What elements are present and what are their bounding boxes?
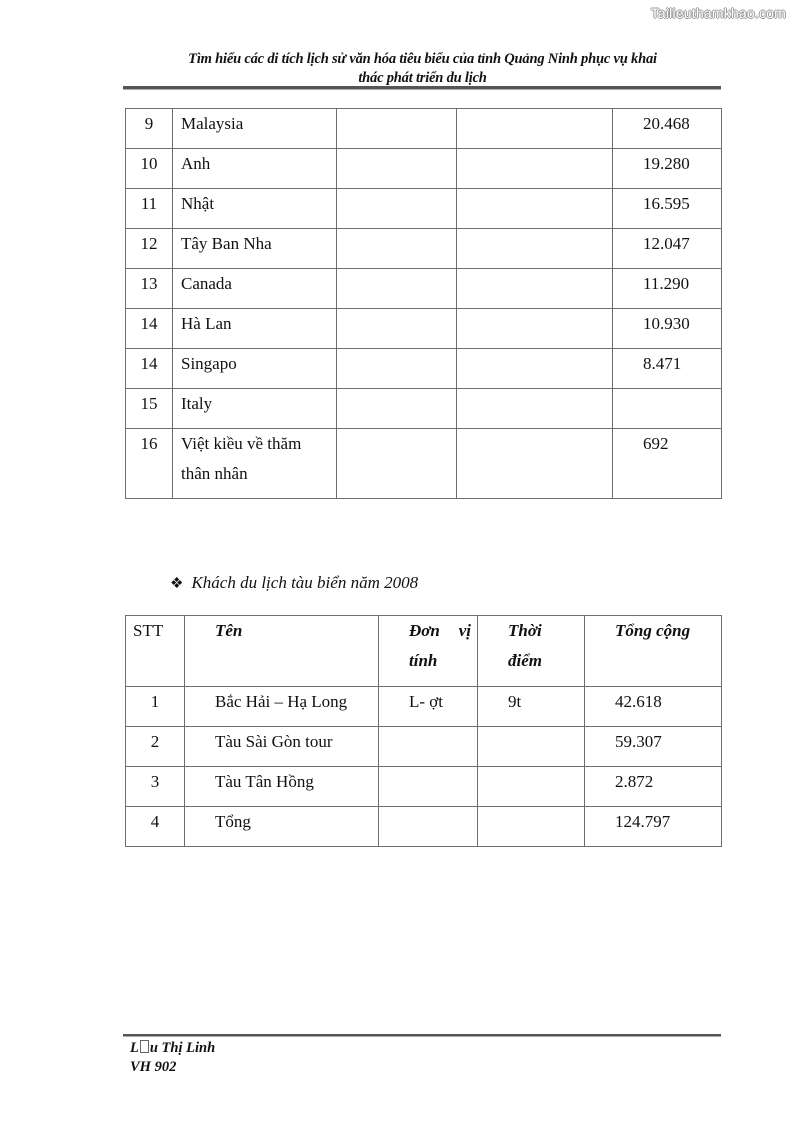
cell-col4 bbox=[457, 309, 613, 349]
footer-author bbox=[130, 1039, 215, 1058]
header-unit-word-1: Đơn bbox=[409, 621, 440, 640]
cell-col4 bbox=[457, 109, 613, 149]
cell-unit bbox=[379, 807, 478, 847]
cell-col3 bbox=[337, 109, 457, 149]
table-row bbox=[126, 349, 722, 389]
header-time-line-1: Thời bbox=[508, 621, 542, 640]
cell-total: 42.618 bbox=[585, 687, 722, 727]
table-row bbox=[126, 429, 722, 499]
cell-name bbox=[173, 429, 337, 499]
cell-total: 20.468 bbox=[613, 109, 722, 149]
cell-total: 8.471 bbox=[613, 349, 722, 389]
cell-stt: 2 bbox=[126, 727, 185, 767]
cell-col4 bbox=[457, 429, 613, 499]
cell-stt: 15 bbox=[126, 389, 173, 429]
cell-stt: 10 bbox=[126, 149, 173, 189]
header-name: Tên bbox=[185, 616, 379, 687]
cell-total: 59.307 bbox=[585, 727, 722, 767]
cell-name: Singapo bbox=[173, 349, 337, 389]
footer-author-rest: u Thị Linh bbox=[149, 1040, 216, 1056]
cell-col4 bbox=[457, 269, 613, 309]
table-header-row bbox=[126, 616, 722, 687]
cell-col4 bbox=[457, 389, 613, 429]
cell-name: Nhật bbox=[173, 189, 337, 229]
cell-stt: 9 bbox=[126, 109, 173, 149]
cell-time bbox=[478, 767, 585, 807]
cell-stt: 4 bbox=[126, 807, 185, 847]
cell-name-line-1: Việt kiều về thăm bbox=[181, 434, 302, 453]
header-title-line-1: Tìm hiểu các di tích lịch sử văn hóa tiêu biểu của tỉnh Quảng Ninh phục vụ khai bbox=[188, 51, 657, 67]
cell-name: Tây Ban Nha bbox=[173, 229, 337, 269]
table-row bbox=[126, 149, 722, 189]
page-footer bbox=[130, 1039, 215, 1077]
cell-name: Canada bbox=[173, 269, 337, 309]
table-row bbox=[126, 807, 722, 847]
cell-time: 9t bbox=[478, 687, 585, 727]
cell-name: Anh bbox=[173, 149, 337, 189]
cell-name: Bắc Hải – Hạ Long bbox=[185, 687, 379, 727]
footer-author-initial: L bbox=[130, 1040, 139, 1056]
header-stt: STT bbox=[126, 616, 185, 687]
cell-name: Malaysia bbox=[173, 109, 337, 149]
diamond-bullet-icon: ❖ bbox=[170, 576, 184, 592]
cell-stt: 13 bbox=[126, 269, 173, 309]
cell-col3 bbox=[337, 189, 457, 229]
cruise-visitors-table bbox=[125, 615, 722, 847]
table-row bbox=[126, 389, 722, 429]
cell-name-line-2: thân nhân bbox=[181, 464, 248, 483]
cell-name: Tàu Sài Gòn tour bbox=[185, 727, 379, 767]
cell-stt: 3 bbox=[126, 767, 185, 807]
cell-name: Tổng bbox=[185, 807, 379, 847]
cell-col3 bbox=[337, 229, 457, 269]
cell-col4 bbox=[457, 229, 613, 269]
cell-col3 bbox=[337, 269, 457, 309]
header-unit-word-2: vị bbox=[458, 621, 471, 640]
header-time bbox=[478, 616, 585, 687]
table-row bbox=[126, 229, 722, 269]
footer-class: VH 902 bbox=[130, 1059, 177, 1075]
header-time-line-2: điểm bbox=[508, 651, 542, 670]
cell-total bbox=[613, 389, 722, 429]
visitors-by-country-table bbox=[125, 108, 722, 499]
table-row bbox=[126, 687, 722, 727]
missing-glyph-icon bbox=[140, 1040, 149, 1053]
cell-stt: 11 bbox=[126, 189, 173, 229]
cell-total: 692 bbox=[613, 429, 722, 499]
cell-col3 bbox=[337, 149, 457, 189]
cell-name: Italy bbox=[173, 389, 337, 429]
cell-stt: 14 bbox=[126, 309, 173, 349]
cell-name: Tàu Tân Hồng bbox=[185, 767, 379, 807]
header-divider bbox=[123, 86, 721, 89]
watermark: Tailieuthamkhao.com bbox=[650, 5, 786, 21]
footer-divider bbox=[123, 1034, 721, 1036]
header-unit-line-2: tính bbox=[409, 651, 438, 670]
header-unit bbox=[379, 616, 478, 687]
page-header-title bbox=[125, 50, 720, 88]
cell-total: 16.595 bbox=[613, 189, 722, 229]
cell-unit bbox=[379, 767, 478, 807]
cell-total: 12.047 bbox=[613, 229, 722, 269]
cell-col4 bbox=[457, 149, 613, 189]
cell-total: 10.930 bbox=[613, 309, 722, 349]
table-row bbox=[126, 189, 722, 229]
cell-col4 bbox=[457, 349, 613, 389]
cell-stt: 12 bbox=[126, 229, 173, 269]
section-heading bbox=[170, 573, 418, 593]
cell-col3 bbox=[337, 389, 457, 429]
cell-col3 bbox=[337, 349, 457, 389]
table-row bbox=[126, 727, 722, 767]
cell-time bbox=[478, 807, 585, 847]
table-row bbox=[126, 767, 722, 807]
cell-total: 19.280 bbox=[613, 149, 722, 189]
cell-stt: 16 bbox=[126, 429, 173, 499]
table-row bbox=[126, 109, 722, 149]
cell-unit: L- ợt bbox=[379, 687, 478, 727]
header-total: Tổng cộng bbox=[585, 616, 722, 687]
cell-total: 2.872 bbox=[585, 767, 722, 807]
cell-time bbox=[478, 727, 585, 767]
cell-total: 11.290 bbox=[613, 269, 722, 309]
table-row bbox=[126, 309, 722, 349]
cell-unit bbox=[379, 727, 478, 767]
cell-col4 bbox=[457, 189, 613, 229]
cell-total: 124.797 bbox=[585, 807, 722, 847]
cell-col3 bbox=[337, 429, 457, 499]
cell-name: Hà Lan bbox=[173, 309, 337, 349]
table-row bbox=[126, 269, 722, 309]
cell-stt: 14 bbox=[126, 349, 173, 389]
cell-stt: 1 bbox=[126, 687, 185, 727]
section-heading-text: Khách du lịch tàu biển năm 2008 bbox=[191, 573, 419, 592]
header-title-line-2: thác phát triển du lịch bbox=[358, 70, 487, 86]
cell-col3 bbox=[337, 309, 457, 349]
